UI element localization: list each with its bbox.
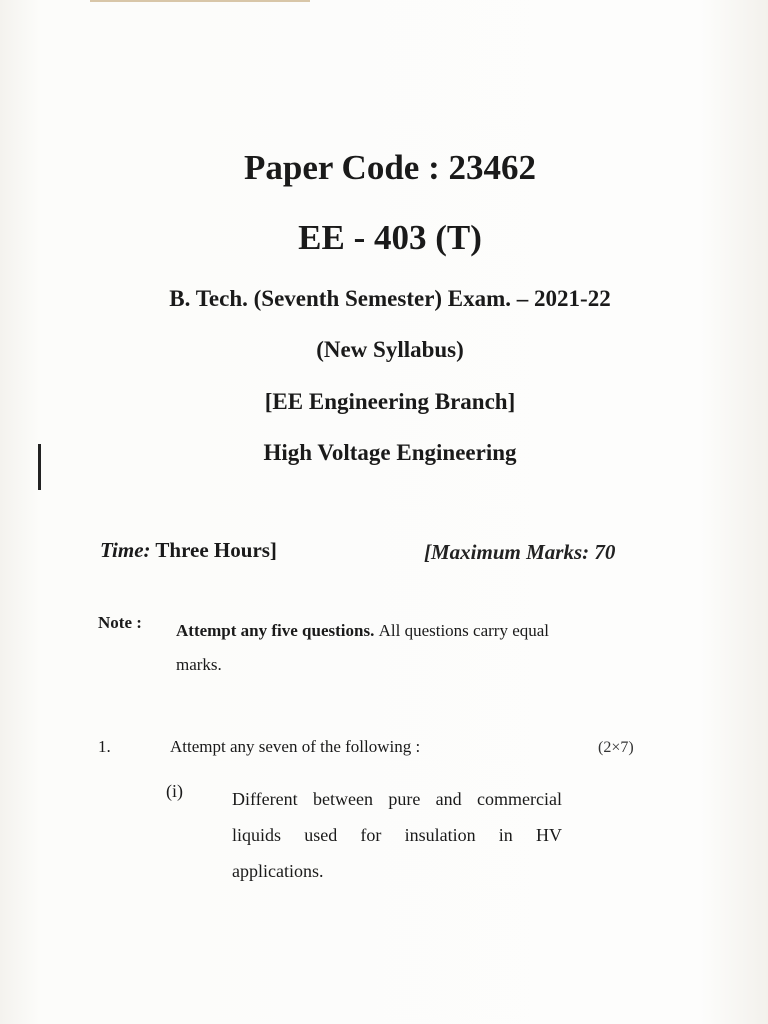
sub-question-text: Different between pure and commercial liquids used for insulation in HV applications. — [232, 789, 562, 881]
maximum-marks: [Maximum Marks: 70 — [424, 540, 616, 564]
sub-question-number: (i) — [166, 781, 183, 801]
time-label: Time: — [100, 538, 151, 562]
note-text — [176, 614, 576, 682]
note-label: Note : — [98, 613, 142, 632]
exam-title: B. Tech. (Seventh Semester) Exam. – 2021-22 — [169, 286, 611, 311]
question-number: 1. — [98, 737, 111, 756]
branch-label: [EE Engineering Branch] — [264, 389, 516, 414]
note-instruction: Attempt any five questions. — [176, 621, 375, 640]
note-marks-info: All questions carry equal marks. — [176, 621, 550, 674]
question-text: Attempt any seven of the following : — [170, 737, 421, 756]
course-code: EE - 403 (T) — [298, 218, 482, 257]
time-value: Three Hours] — [155, 538, 277, 562]
page-top-edge — [90, 0, 310, 2]
question-marks: (2×7) — [598, 739, 634, 756]
paper-code: Paper Code : 23462 — [244, 148, 536, 187]
time-allowed — [100, 538, 277, 563]
syllabus-label: (New Syllabus) — [316, 337, 464, 362]
subject-title: High Voltage Engineering — [263, 440, 517, 465]
